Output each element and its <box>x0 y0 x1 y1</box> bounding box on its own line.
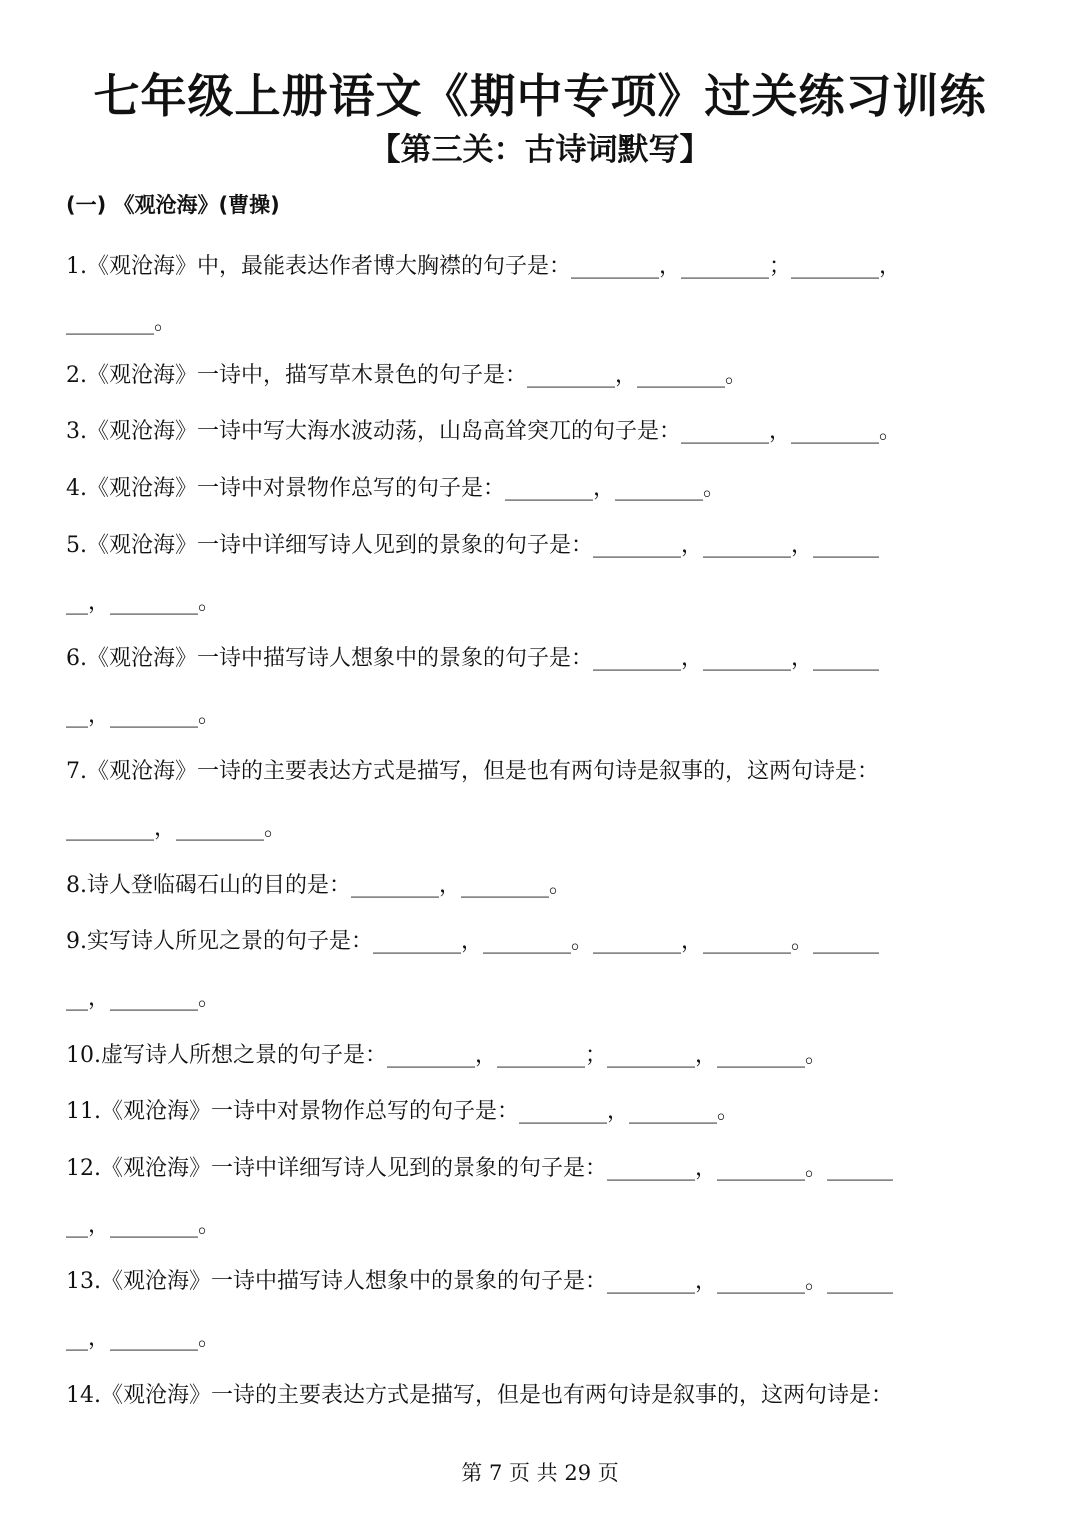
page-number: 第 7 页 共 29 页 <box>461 1461 619 1485</box>
question-line-8: 8.诗人登临碣石山的目的是：________，________。 <box>66 873 571 898</box>
question-line-4: 4.《观沧海》一诗中对景物作总写的句子是：________，________。 <box>66 476 725 501</box>
section-heading: (一) 《观沧海》(曹操) <box>66 193 280 217</box>
question-line-7: 7.《观沧海》一诗的主要表达方式是描写，但是也有两句诗是叙事的，这两句诗是： <box>66 759 879 784</box>
question-line-1-cont: ________。 <box>66 310 177 335</box>
question-line-5-cont: __，________。 <box>66 590 221 615</box>
question-line-6: 6.《观沧海》一诗中描写诗人想象中的景象的句子是：________，________，______ <box>66 646 879 671</box>
question-line-6-cont: __，________。 <box>66 703 221 728</box>
question-line-12: 12.《观沧海》一诗中详细写诗人见到的景象的句子是：________，________。______ <box>66 1156 893 1181</box>
question-line-9-cont: __，________。 <box>66 986 221 1011</box>
page-subtitle: 【第三关：古诗词默写】 <box>369 132 711 168</box>
question-line-12-cont: __，________。 <box>66 1213 221 1238</box>
question-line-11: 11.《观沧海》一诗中对景物作总写的句子是：________，________。 <box>66 1099 739 1124</box>
question-line-7-cont: ________，________。 <box>66 816 287 841</box>
question-line-2: 2.《观沧海》一诗中，描写草木景色的句子是：________，________。 <box>66 363 747 388</box>
question-line-13: 13.《观沧海》一诗中描写诗人想象中的景象的句子是：________，________。______ <box>66 1269 893 1294</box>
page-title: 七年级上册语文《期中专项》过关练习训练 <box>93 69 987 123</box>
question-line-1: 1.《观沧海》中，最能表达作者博大胸襟的句子是：________，________；________， <box>66 254 901 279</box>
question-line-14: 14.《观沧海》一诗的主要表达方式是描写，但是也有两句诗是叙事的，这两句诗是： <box>66 1383 893 1408</box>
question-line-5: 5.《观沧海》一诗中详细写诗人见到的景象的句子是：________，________，______ <box>66 533 879 558</box>
question-line-3: 3.《观沧海》一诗中写大海水波动荡，山岛高耸突兀的句子是：________，________。 <box>66 419 901 444</box>
question-line-13-cont: __，________。 <box>66 1326 221 1351</box>
question-line-10: 10.虚写诗人所想之景的句子是：________，________；________，________。 <box>66 1043 827 1068</box>
question-line-9: 9.实写诗人所见之景的句子是：________，________。________，________。______ <box>66 929 879 954</box>
